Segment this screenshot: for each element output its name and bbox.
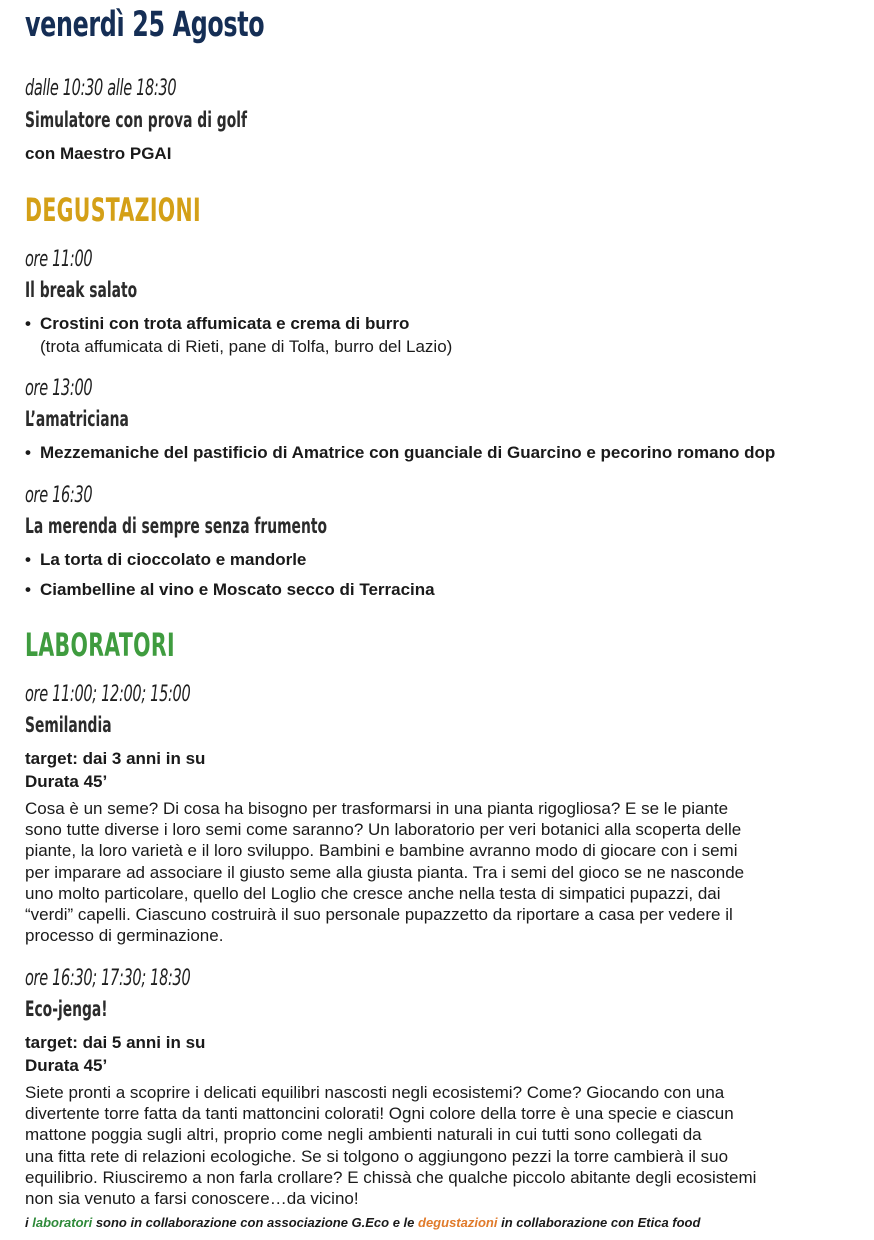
- event-time: ore 16:30: [25, 483, 93, 508]
- event-title: Il break salato: [25, 278, 138, 302]
- event-duration: Durata 45’: [25, 1056, 108, 1075]
- event-time: ore 16:30; 17:30; 18:30: [25, 966, 191, 991]
- page-title: venerdì 25 Agosto: [25, 5, 265, 45]
- bullet-icon: •: [25, 443, 31, 462]
- menu-item: • Mezzemaniche del pastificio di Amatrice con guanciale di Guarcino e pecorino romano dop: [25, 443, 776, 462]
- event-time: ore 11:00: [25, 247, 93, 272]
- event-target: target: dai 5 anni in su: [25, 1033, 206, 1052]
- footer-credits: i laboratori sono in collaborazione con associazione G.Eco e le degustazioni in collaborazione con Etica food: [25, 1215, 701, 1230]
- golf-title: Simulatore con prova di golf: [25, 108, 247, 132]
- bullet-icon: •: [25, 314, 31, 333]
- bullet-icon: •: [25, 580, 31, 599]
- event-time: ore 11:00; 12:00; 15:00: [25, 682, 191, 707]
- degustazioni-heading: DEGUSTAZIONI: [25, 191, 201, 229]
- footer-laboratori-highlight: laboratori: [32, 1215, 93, 1230]
- event-description: Siete pronti a scoprire i delicati equilibri nascosti negli ecosistemi? Come? Giocando con una divertente torre fatta da tanti mattoncini colorati! Ogni colore della torre è una specie e ciascun mattone poggia sugli altri, proprio come negli ambienti naturali in cui tutti sono collegati da una fitta rete di relazioni ecologiche. Se si tolgono o aggiungono pezzi la torre cambierà il suo equilibrio. Riusciremo a non farla crollare? E chissà che qualche piccolo abitante degli ecosistemi non sia venuto a farsi conoscere…da vicino!: [25, 1083, 757, 1209]
- footer-degustazioni-highlight: degustazioni: [418, 1215, 498, 1230]
- event-title: La merenda di sempre senza frumento: [25, 514, 327, 538]
- menu-item: • Crostini con trota affumicata e crema di burro: [25, 314, 410, 333]
- menu-item: • Ciambelline al vino e Moscato secco di Terracina: [25, 580, 435, 599]
- event-title: L’amatriciana: [25, 407, 129, 431]
- menu-item: • La torta di cioccolato e mandorle: [25, 550, 307, 569]
- event-title: Semilandia: [25, 713, 112, 737]
- event-title: Eco-jenga!: [25, 997, 108, 1021]
- event-target: target: dai 3 anni in su: [25, 749, 206, 768]
- golf-time: dalle 10:30 alle 18:30: [25, 76, 177, 101]
- event-time: ore 13:00: [25, 376, 93, 401]
- event-duration: Durata 45’: [25, 772, 108, 791]
- golf-note: con Maestro PGAI: [25, 144, 172, 163]
- event-description: Cosa è un seme? Di cosa ha bisogno per trasformarsi in una pianta rigogliosa? E se le piante sono tutte diverse i loro semi come saranno? Un laboratorio per veri botanici alla scoperta delle piante, la loro varietà e il loro sviluppo. Bambini e bambine avranno modo di giocare con i semi per imparare ad associare il giusto seme alla giusta pianta. Tra i semi del gioco se ne nasconde uno molto particolare, quello del Loglio che cresce anche nella testa di simpatici pupazzi, dai “verdi” capelli. Ciascuno costruirà il suo personale pupazzetto da riportare a casa per vedere il processo di germinazione.: [25, 799, 745, 946]
- laboratori-heading: LABORATORI: [25, 626, 175, 664]
- menu-item-note: (trota affumicata di Rieti, pane di Tolfa, burro del Lazio): [40, 337, 453, 356]
- bullet-icon: •: [25, 550, 31, 569]
